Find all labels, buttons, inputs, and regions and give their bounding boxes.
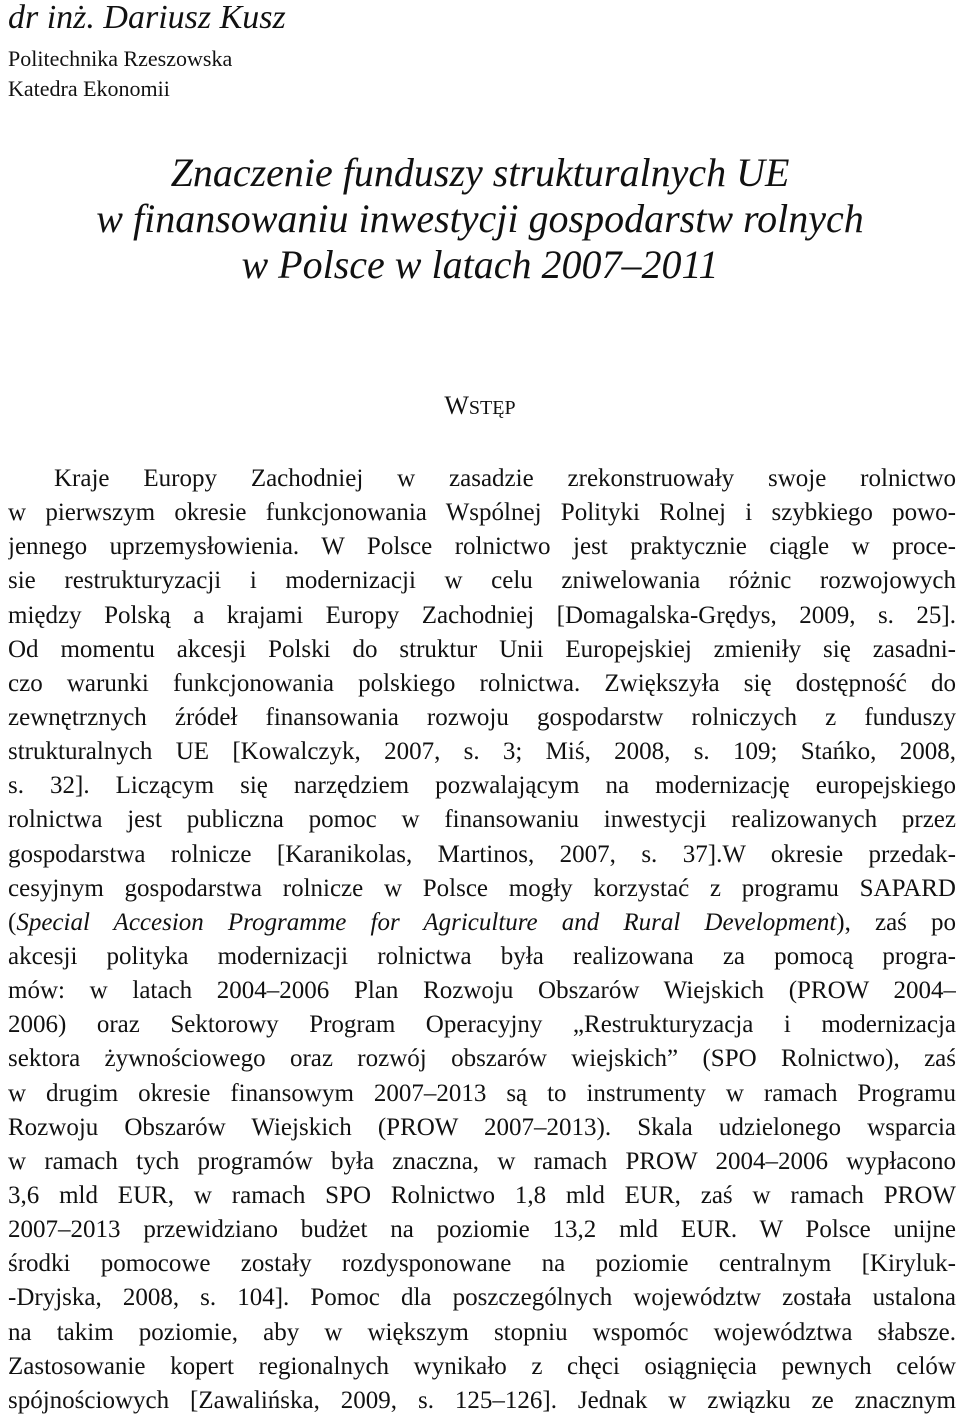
affiliation-department: Katedra Ekonomii [8, 76, 170, 101]
body-line: sie restrukturyzacji i modernizacji w celu zniwelowania różnic rozwojowych [8, 567, 956, 595]
body-line: strukturalnych UE [Kowalczyk, 2007, s. 3; Miś, 2008, s. 109; Stańko, 2008, [8, 738, 956, 766]
section-heading-rest: STĘP [468, 397, 516, 419]
paper-title [0, 150, 960, 288]
section-heading-initial: W [444, 391, 469, 420]
body-line: środki pomocowe zostały rozdysponowane na poziomie centralnym [Kiryluk- [8, 1250, 956, 1278]
body-line: 3,6 mld EUR, w ramach SPO Rolnictwo 1,8 mld EUR, zaś w ramach PROW [8, 1181, 956, 1209]
author-name: dr inż. Dariusz Kusz [8, 0, 286, 36]
affiliation-university: Politechnika Rzeszowska [8, 46, 233, 71]
body-line: 2007–2013 przewidziano budżet na poziomie 13,2 mld EUR. W Polsce unijne [8, 1216, 956, 1244]
body-line: jennego uprzemysłowienia. W Polsce rolnictwo jest praktycznie ciągle w proce- [8, 533, 956, 561]
body-line: akcesji polityka modernizacji rolnictwa była realizowana za pomocą progra- [8, 942, 956, 970]
body-line: Zastosowanie kopert regionalnych wynikało z chęci osiągnięcia pewnych celów [8, 1352, 956, 1380]
body-line: w ramach tych programów była znaczna, w ramach PROW 2004–2006 wypłacono [8, 1147, 956, 1175]
body-line: mów: w latach 2004–2006 Plan Rozwoju Obszarów Wiejskich (PROW 2004– [8, 977, 956, 1005]
body-line: w drugim okresie finansowym 2007–2013 są to instrumenty w ramach Programu [8, 1079, 956, 1107]
body-line: Od momentu akcesji Polski do struktur Unii Europejskiej zmieniły się zasadni- [8, 635, 956, 663]
section-heading [0, 390, 960, 424]
body-line: Kraje Europy Zachodniej w zasadzie zrekonstruowały swoje rolnictwo [54, 465, 956, 492]
title-line: Znaczenie funduszy strukturalnych UE [170, 150, 790, 195]
title-line: w Polsce w latach 2007–2011 [241, 242, 719, 287]
body-text [8, 462, 956, 1418]
body-line: Rozwoju Obszarów Wiejskich (PROW 2007–2013). Skala udzielonego wsparcia [8, 1113, 956, 1141]
body-line: cesyjnym gospodarstwa rolnicze w Polsce mogły korzystać z programu SAPARD [8, 874, 956, 902]
body-line: s. 32]. Liczącym się narzędziem pozwalającym na modernizację europejskiego [8, 772, 956, 800]
body-line: rolnictwa jest publiczna pomoc w finansowaniu inwestycji realizowanych przez [8, 806, 956, 834]
body-line: zewnętrznych źródeł finansowania rozwoju gospodarstw rolniczych z funduszy [8, 703, 956, 731]
sapard-full-name: Special Accesion Programme for Agriculture and Rural Development [16, 908, 837, 936]
body-line: w pierwszym okresie funkcjonowania Wspólnej Polityki Rolnej i szybkiego powo- [8, 499, 956, 527]
body-line: gospodarstwa rolnicze [Karanikolas, Martinos, 2007, s. 37].W okresie przedak- [8, 840, 956, 868]
body-line: sektora żywnościowego oraz rozwój obszarów wiejskich” (SPO Rolnictwo), zaś [8, 1045, 956, 1073]
sapard-open-paren: ( [8, 908, 17, 936]
body-line: 2006) oraz Sektorowy Program Operacyjny „Restrukturyzacja i modernizacja [8, 1011, 956, 1039]
body-line: spójnościowych [Zawalińska, 2009, s. 125–126]. Jednak w związku ze znacznym [8, 1386, 956, 1414]
title-line: w finansowaniu inwestycji gospodarstw rolnych [96, 196, 864, 241]
body-line: -Dryjska, 2008, s. 104]. Pomoc dla poszczególnych województw została ustalona [8, 1284, 956, 1312]
body-line: czo warunki funkcjonowania polskiego rolnictwa. Zwiększyła się dostępność do [8, 669, 956, 697]
body-line: na takim poziomie, aby w większym stopniu wspomóc województwa słabsze. [8, 1318, 956, 1346]
body-line-sapard [8, 906, 956, 940]
sapard-close: ), zaś po [836, 908, 956, 936]
body-line: między Polską a krajami Europy Zachodniej [Domagalska-Grędys, 2009, s. 25]. [8, 601, 956, 629]
